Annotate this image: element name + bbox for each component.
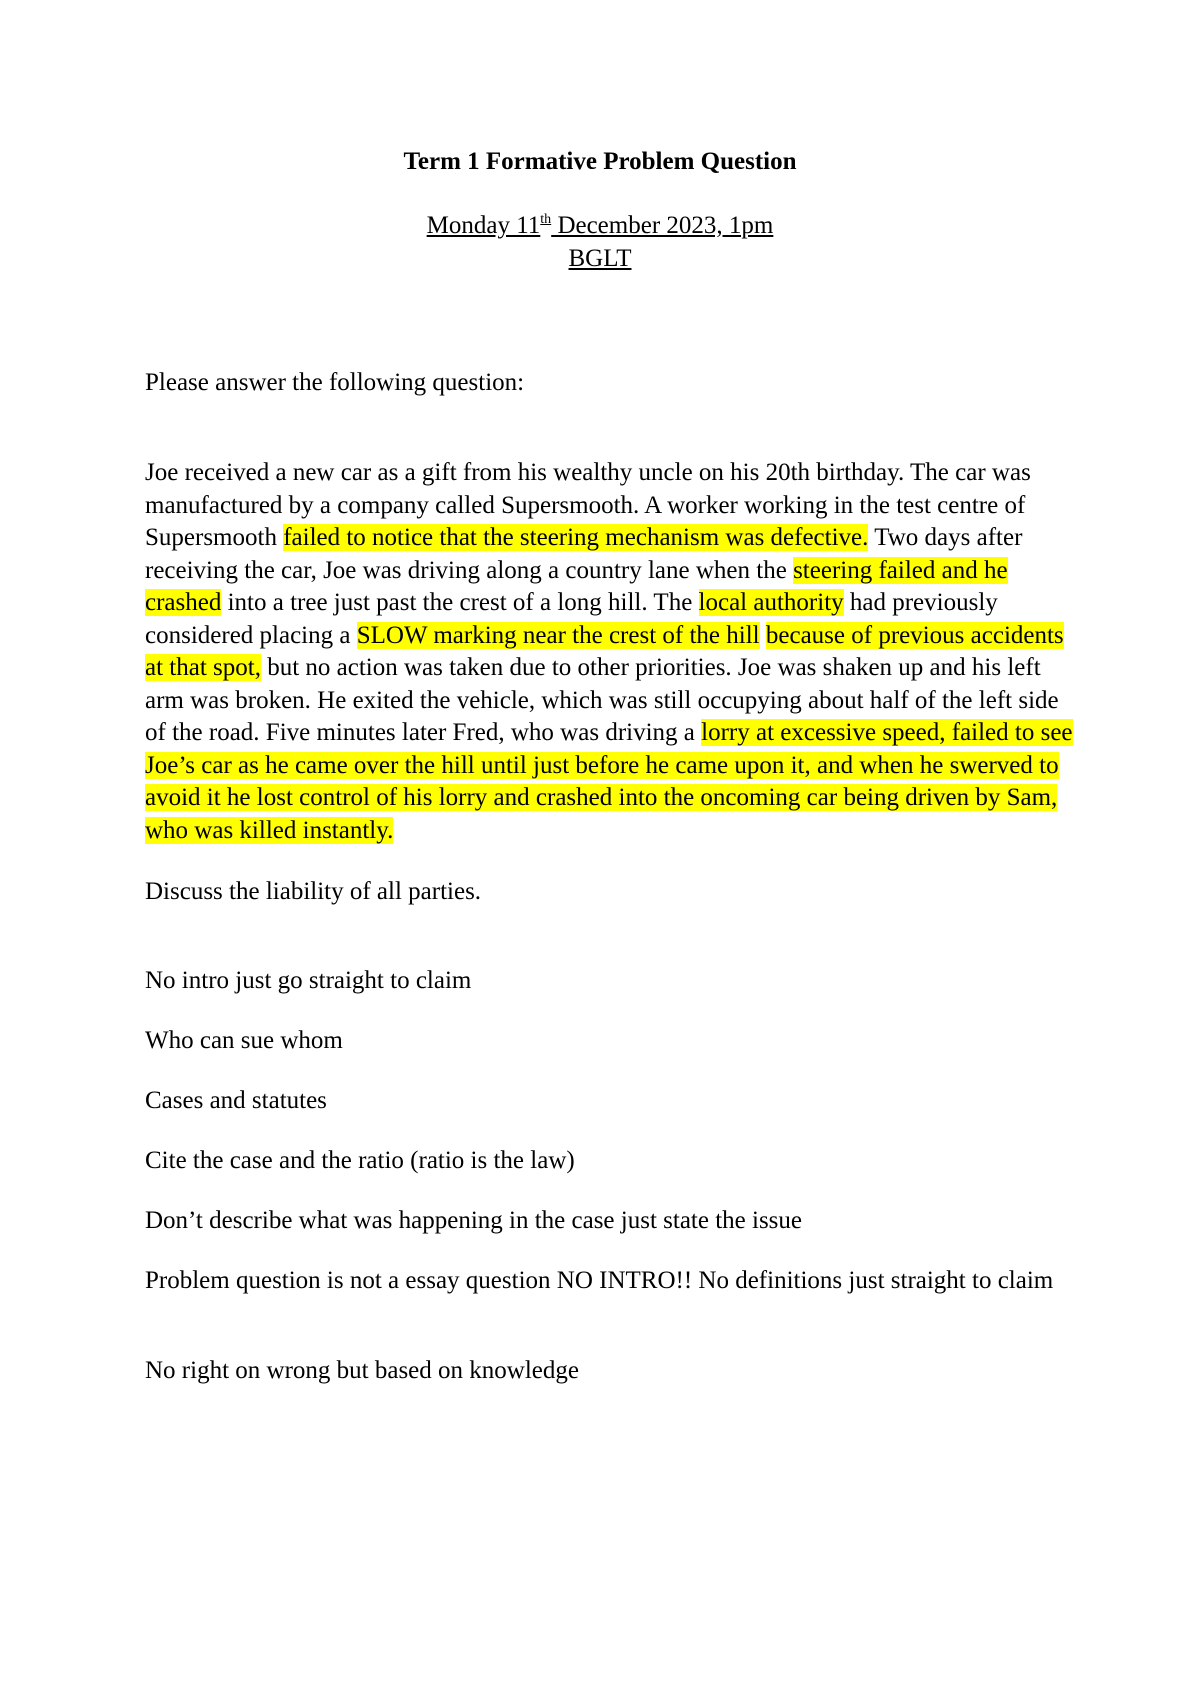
session-date — [0, 210, 1200, 242]
note-item: No intro just go straight to claim — [145, 967, 472, 994]
highlighted-text: SLOW marking near the crest of the hill — [356, 621, 760, 649]
note-item: Don’t describe what was happening in the case just state the issue — [145, 1207, 803, 1234]
task-text: Discuss the liability of all parties. — [145, 878, 482, 905]
note-item: No right on wrong but based on knowledge — [145, 1357, 579, 1384]
highlighted-text: failed to notice that the steering mechanism was defective. — [283, 524, 869, 551]
note-item: Problem question is not a essay question NO INTRO!! No definitions just straight to claim — [145, 1267, 1054, 1294]
highlighted-text: lorry at excessive speed, failed to see Joe’s car as he came over the hill until just before he came upon it, and when he swerved to avoid it he lost control of his lorry and crashed into the oncoming car being driven by Sam, who was killed instantly. — [145, 719, 1073, 844]
scenario-text: into a tree just past the crest of a long hill. The — [221, 589, 699, 616]
note-item: Cases and statutes — [145, 1087, 327, 1114]
document-title: Term 1 Formative Problem Question — [403, 148, 797, 175]
session-venue: BGLT — [568, 245, 632, 272]
scenario-text: Two days after receiving the car, Joe was driving along a country lane when the — [145, 524, 1023, 584]
date-ordinal-suffix: th — [540, 212, 552, 227]
date-suffix: December 2023, 1pm — [551, 212, 774, 239]
scenario-text — [760, 622, 766, 649]
note-item: Cite the case and the ratio (ratio is the law) — [145, 1147, 575, 1174]
highlighted-text: because of previous accidents at that spot, — [145, 621, 1064, 681]
instruction-text: Please answer the following question: — [145, 369, 525, 396]
highlighted-text: local authority — [698, 589, 844, 616]
note-item: Who can sue whom — [145, 1027, 343, 1054]
scenario-text: Joe received a new car as a gift from his wealthy uncle on his 20th birthday. The car was manufactured by a company called Supersmooth. A worker working in the test centre of Supersmooth — [145, 459, 1031, 551]
scenario-text: but no action was taken due to other priorities. Joe was shaken up and his left arm was broken. He exited the vehicle, which was still occupying about half of the left side of the road. Five minutes later Fred, who was driving a — [145, 654, 1059, 746]
highlighted-text: steering failed and he crashed — [145, 556, 1008, 616]
scenario-text: had previously considered placing a — [145, 589, 998, 649]
date-prefix: Monday 11 — [426, 212, 541, 239]
scenario-paragraph — [145, 457, 1075, 847]
